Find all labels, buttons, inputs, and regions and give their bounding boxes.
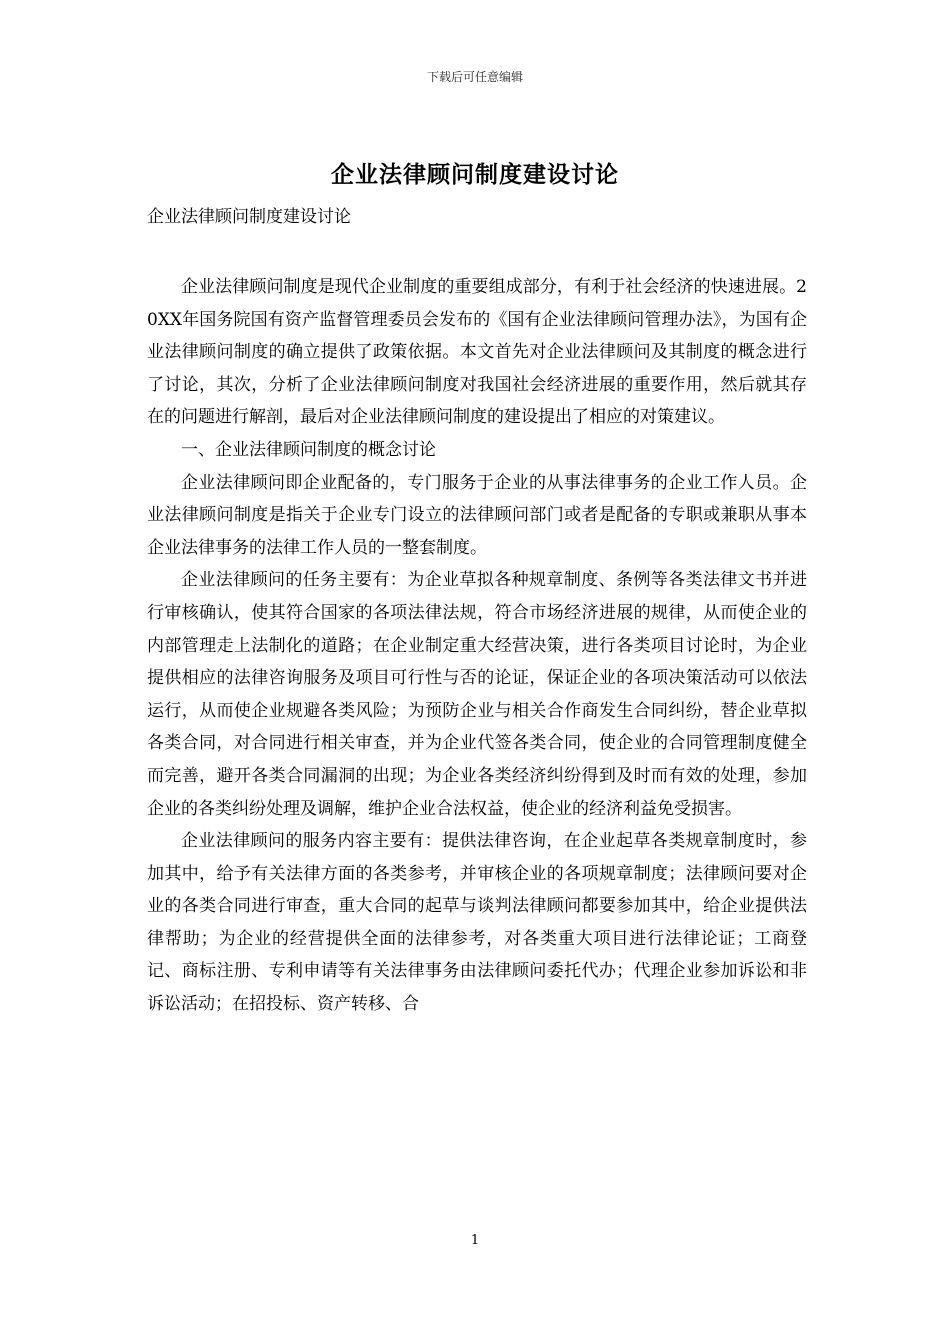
paragraph-definition: 企业法律顾问即企业配备的，专门服务于企业的从事法律事务的企业工作人员。企业法律顾问制度是指关于企业专门设立的法律顾问部门或者是配备的专职或兼职从事本企业法律事务的法律工作人员的一整套制度。 [147,472,807,558]
page-number: 1 [470,1233,480,1248]
header-note: 下载后可任意编辑 [426,70,523,84]
document-title: 企业法律顾问制度建设讨论 [331,162,619,188]
paragraph-tasks: 企业法律顾问的任务主要有：为企业草拟各种规章制度、条例等各类法律文书并进行审核确认，使其符合国家的各项法律法规，符合市场经济进展的规律，从而使企业的内部管理走上法制化的道路；在企业制定重大经营决策，进行各类项目讨论时，为企业提供相应的法律咨询服务及项目可行性与否的论证，保证企业的各项决策活动可以依法运行，从而使企业规避各类风险；为预防企业与相关合作商发生合同纠纷，替企业草拟各类合同，对合同进行相关审查，并为企业代签各类合同，使企业的合同管理制度健全而完善，避开各类合同漏洞的出现；为企业各类经济纠纷得到及时而有效的处理，参加企业的各类纠纷处理及调解，维护企业合法权益，使企业的经济利益免受损害。 [147,570,807,819]
section-heading: 一、企业法律顾问制度的概念讨论 [181,439,436,460]
paragraph-intro: 企业法律顾问制度是现代企业制度的重要组成部分，有利于社会经济的快速进展。20XX年国务院国有资产监督管理委员会发布的《国有企业法律顾问管理办法》，为国有企业法律顾问制度的确立提供了政策依据。本文首先对企业法律顾问及其制度的概念进行了讨论，其次，分析了企业法律顾问制度对我国社会经济进展的重要作用，然后就其存在的问题进行解剖，最后对企业法律顾问制度的建设提出了相应的对策建议。 [147,277,807,428]
document-body [147,271,807,1021]
paragraph-services: 企业法律顾问的服务内容主要有：提供法律咨询，在企业起草各类规章制度时，参加其中，给予有关法律方面的各类参考，并审核企业的各项规章制度；法律顾问要对企业的各类合同进行审查，重大合同的起草与谈判法律顾问都要参加其中，给企业提供法律帮助；为企业的经营提供全面的法律参考，对各类重大项目进行法律论证；工商登记、商标注册、专利申请等有关法律事务由法律顾问委托代办；代理企业参加诉讼和非诉讼活动；在招投标、资产转移、合 [147,831,807,1015]
document-subtitle: 企业法律顾问制度建设讨论 [147,207,351,227]
